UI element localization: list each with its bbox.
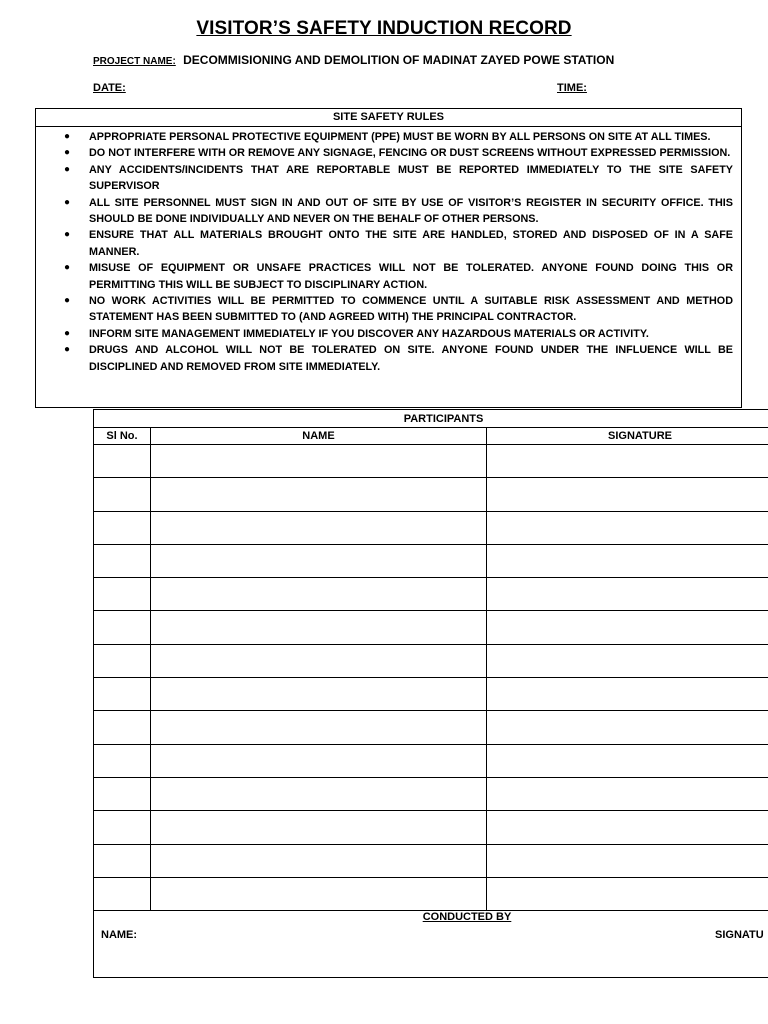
bullet-icon: ● bbox=[64, 344, 71, 356]
table-row bbox=[94, 711, 768, 744]
table-row bbox=[94, 844, 768, 877]
sl-no-cell[interactable] bbox=[94, 578, 151, 611]
safety-rule-text: ALL SITE PERSONNEL MUST SIGN IN AND OUT OF SITE BY USE OF VISITOR’S REGISTER IN SECURITY OFFICE. THIS SHOULD BE DONE INDIVIDUALLY AND NEVER ON THE BEHALF OF OTHER PERSONS. bbox=[89, 196, 733, 226]
table-row bbox=[94, 744, 768, 777]
signature-cell[interactable] bbox=[487, 711, 768, 744]
name-cell[interactable] bbox=[151, 678, 487, 711]
safety-rule-text: ANY ACCIDENTS/INCIDENTS THAT ARE REPORTABLE MUST BE REPORTED IMMEDIATELY TO THE SITE SAFETY SUPERVISOR bbox=[89, 163, 733, 193]
sl-no-cell[interactable] bbox=[94, 711, 151, 744]
table-row bbox=[94, 578, 768, 611]
sl-no-cell[interactable] bbox=[94, 611, 151, 644]
sl-no-cell[interactable] bbox=[94, 844, 151, 877]
table-row bbox=[94, 678, 768, 711]
safety-rule-text: APPROPRIATE PERSONAL PROTECTIVE EQUIPMENT (PPE) MUST BE WORN BY ALL PERSONS ON SITE AT ALL TIMES. bbox=[89, 131, 711, 143]
name-cell[interactable] bbox=[151, 544, 487, 577]
safety-rule-item bbox=[36, 326, 733, 342]
safety-rule-item bbox=[36, 162, 733, 195]
site-safety-rules-box bbox=[35, 108, 742, 408]
safety-rule-text: DO NOT INTERFERE WITH OR REMOVE ANY SIGNAGE, FENCING OR DUST SCREENS WITHOUT EXPRESSED PERMISSION. bbox=[89, 147, 731, 160]
time-label: TIME: bbox=[557, 82, 587, 94]
safety-rule-item bbox=[36, 227, 733, 260]
safety-rule-item bbox=[36, 145, 733, 161]
table-row bbox=[94, 511, 768, 544]
signature-cell[interactable] bbox=[487, 811, 768, 844]
bullet-icon: ● bbox=[64, 229, 71, 241]
signature-cell[interactable] bbox=[487, 445, 768, 478]
name-cell[interactable] bbox=[151, 445, 487, 478]
bullet-icon: ● bbox=[64, 147, 71, 159]
signature-cell[interactable] bbox=[487, 744, 768, 777]
safety-rule-item bbox=[36, 260, 733, 293]
bullet-icon: ● bbox=[64, 131, 71, 142]
table-row bbox=[94, 644, 768, 677]
table-row bbox=[94, 478, 768, 511]
name-cell[interactable] bbox=[151, 611, 487, 644]
sl-no-cell[interactable] bbox=[94, 811, 151, 844]
sl-no-cell[interactable] bbox=[94, 777, 151, 810]
name-cell[interactable] bbox=[151, 578, 487, 611]
safety-rule-text: DRUGS AND ALCOHOL WILL NOT BE TOLERATED ON SITE. ANYONE FOUND UNDER THE INFLUENCE WILL BE DISCIPLINED AND REMOVED FROM SITE IMMEDIATELY. bbox=[89, 344, 733, 373]
signature-cell[interactable] bbox=[487, 644, 768, 677]
signature-cell[interactable] bbox=[487, 511, 768, 544]
safety-rule-text: INFORM SITE MANAGEMENT IMMEDIATELY IF YOU DISCOVER ANY HAZARDOUS MATERIALS OR ACTIVITY. bbox=[89, 327, 649, 340]
name-cell[interactable] bbox=[151, 711, 487, 744]
sl-no-cell[interactable] bbox=[94, 478, 151, 511]
table-row bbox=[94, 777, 768, 810]
date-label: DATE: bbox=[93, 82, 126, 94]
safety-rule-text: NO WORK ACTIVITIES WILL BE PERMITTED TO COMMENCE UNTIL A SUITABLE RISK ASSESSMENT AND METHOD STATEMENT HAS BEEN SUBMITTED TO (AND AGREED WITH) THE PRINCIPAL CONTRACTOR. bbox=[89, 295, 733, 324]
site-safety-rules-list bbox=[36, 127, 741, 375]
table-row bbox=[94, 611, 768, 644]
safety-rule-item bbox=[36, 293, 733, 326]
name-cell[interactable] bbox=[151, 511, 487, 544]
name-cell[interactable] bbox=[151, 744, 487, 777]
name-cell[interactable] bbox=[151, 877, 487, 910]
project-name-label: PROJECT NAME: bbox=[93, 56, 176, 67]
name-cell[interactable] bbox=[151, 777, 487, 810]
sl-no-cell[interactable] bbox=[94, 544, 151, 577]
document-title: VISITOR’S SAFETY INDUCTION RECORD bbox=[196, 18, 572, 39]
bullet-icon: ● bbox=[64, 295, 71, 307]
conducted-by-box bbox=[93, 911, 768, 978]
sl-no-cell[interactable] bbox=[94, 744, 151, 777]
signature-cell[interactable] bbox=[487, 578, 768, 611]
signature-cell[interactable] bbox=[487, 544, 768, 577]
safety-rule-item bbox=[36, 129, 733, 145]
conducted-by-name-label: NAME: bbox=[101, 929, 138, 941]
sl-no-cell[interactable] bbox=[94, 644, 151, 677]
column-header-name: NAME bbox=[151, 428, 487, 445]
table-row bbox=[94, 877, 768, 910]
safety-rule-text: ENSURE THAT ALL MATERIALS BROUGHT ONTO THE SITE ARE HANDLED, STORED AND DISPOSED OF IN A SAFE MANNER. bbox=[89, 229, 733, 258]
safety-rule-item bbox=[36, 195, 733, 228]
conducted-by-title: CONDUCTED BY bbox=[422, 911, 512, 923]
conducted-by-signature-label: SIGNATU bbox=[715, 929, 764, 941]
participants-header-row bbox=[94, 428, 768, 445]
participants-caption-row bbox=[94, 410, 768, 428]
name-cell[interactable] bbox=[151, 811, 487, 844]
participants-table bbox=[93, 409, 768, 911]
sl-no-cell[interactable] bbox=[94, 877, 151, 910]
sl-no-cell[interactable] bbox=[94, 511, 151, 544]
project-name-value: DECOMMISIONING AND DEMOLITION OF MADINAT ZAYED POWE STATION bbox=[183, 53, 615, 67]
table-row bbox=[94, 544, 768, 577]
sl-no-cell[interactable] bbox=[94, 678, 151, 711]
table-row bbox=[94, 445, 768, 478]
bullet-icon: ● bbox=[64, 262, 71, 274]
signature-cell[interactable] bbox=[487, 844, 768, 877]
name-cell[interactable] bbox=[151, 478, 487, 511]
column-header-signature: SIGNATURE bbox=[487, 428, 768, 445]
safety-rule-text: MISUSE OF EQUIPMENT OR UNSAFE PRACTICES WILL NOT BE TOLERATED. ANYONE FOUND DOING THIS OR PERMITTING THIS WILL BE SUBJECT TO DISCIPLINARY ACTION. bbox=[89, 262, 733, 291]
signature-cell[interactable] bbox=[487, 877, 768, 910]
signature-cell[interactable] bbox=[487, 678, 768, 711]
column-header-sl-no: Sl No. bbox=[94, 428, 151, 445]
sl-no-cell[interactable] bbox=[94, 445, 151, 478]
bullet-icon: ● bbox=[64, 327, 71, 339]
name-cell[interactable] bbox=[151, 644, 487, 677]
name-cell[interactable] bbox=[151, 844, 487, 877]
signature-cell[interactable] bbox=[487, 777, 768, 810]
table-row bbox=[94, 811, 768, 844]
site-safety-rules-header: SITE SAFETY RULES bbox=[36, 109, 741, 127]
bullet-icon: ● bbox=[64, 163, 71, 175]
bullet-icon: ● bbox=[64, 196, 71, 208]
signature-cell[interactable] bbox=[487, 478, 768, 511]
project-line bbox=[93, 53, 614, 67]
participants-body bbox=[94, 445, 768, 911]
safety-rule-item bbox=[36, 342, 733, 375]
participants-caption: PARTICIPANTS bbox=[94, 410, 768, 428]
signature-cell[interactable] bbox=[487, 611, 768, 644]
